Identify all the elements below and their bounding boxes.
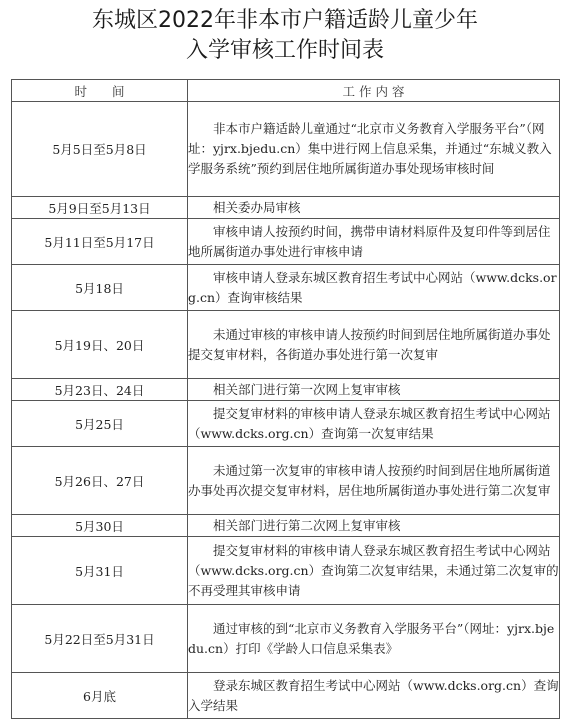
row-content: 通过审核的到“北京市义务教育入学服务平台”（网址：yjrx.bjedu.cn）打印《学龄人口信息采集表》 (188, 605, 560, 673)
row-time: 6月底 (12, 673, 188, 719)
row-time: 5月23日、24日 (12, 379, 188, 401)
row-content: 相关委办局审核 (188, 197, 560, 219)
row-content: 非本市户籍适龄儿童通过“北京市义务教育入学服务平台”（网址：yjrx.bjedu.cn）集中进行网上信息采集，并通过“东城义教入学服务系统”预约到居住地所属街道办事处现场审核时间 (188, 102, 560, 197)
row-time: 5月25日 (12, 401, 188, 447)
document-title (0, 0, 570, 66)
table-row (12, 102, 560, 197)
table-row (12, 401, 560, 447)
table-row (12, 537, 560, 605)
row-content: 提交复审材料的审核申请人登录东城区教育招生考试中心网站（www.dcks.org.cn）查询第二次复审结果，未通过第二次复审的不再受理其审核申请 (188, 537, 560, 605)
header-time: 时 间 (12, 80, 188, 102)
row-content: 未通过第一次复审的审核申请人按预约时间到居住地所属街道办事处再次提交复审材料，居住地所属街道办事处进行第二次复审 (188, 447, 560, 515)
row-content: 未通过审核的审核申请人按预约时间到居住地所属街道办事处提交复审材料，各街道办事处进行第一次复审 (188, 311, 560, 379)
row-time: 5月19日、20日 (12, 311, 188, 379)
row-content: 审核申请人登录东城区教育招生考试中心网站（www.dcks.org.cn）查询审核结果 (188, 265, 560, 311)
row-time: 5月30日 (12, 515, 188, 537)
table-header-row (12, 80, 560, 102)
table-row (12, 605, 560, 673)
title-line-1: 东城区2022年非本市户籍适龄儿童少年 (92, 8, 478, 33)
schedule-table (11, 79, 560, 719)
table-row (12, 265, 560, 311)
row-content: 相关部门进行第一次网上复审审核 (188, 379, 560, 401)
table-row (12, 219, 560, 265)
table-row (12, 673, 560, 719)
row-time: 5月11日至5月17日 (12, 219, 188, 265)
row-content: 提交复审材料的审核申请人登录东城区教育招生考试中心网站（www.dcks.org.cn）查询第一次复审结果 (188, 401, 560, 447)
table-row (12, 197, 560, 219)
row-content: 审核申请人按预约时间，携带申请材料原件及复印件等到居住地所属街道办事处进行审核申请 (188, 219, 560, 265)
row-time: 5月5日至5月8日 (12, 102, 188, 197)
table-row (12, 311, 560, 379)
row-time: 5月31日 (12, 537, 188, 605)
row-time: 5月22日至5月31日 (12, 605, 188, 673)
row-time: 5月9日至5月13日 (12, 197, 188, 219)
table-row (12, 379, 560, 401)
row-content: 相关部门进行第二次网上复审审核 (188, 515, 560, 537)
row-time: 5月26日、27日 (12, 447, 188, 515)
row-time: 5月18日 (12, 265, 188, 311)
row-content: 登录东城区教育招生考试中心网站（www.dcks.org.cn）查询入学结果 (188, 673, 560, 719)
title-line-2: 入学审核工作时间表 (185, 38, 384, 63)
header-content: 工 作 内 容 (188, 80, 560, 102)
table-row (12, 447, 560, 515)
table-row (12, 515, 560, 537)
